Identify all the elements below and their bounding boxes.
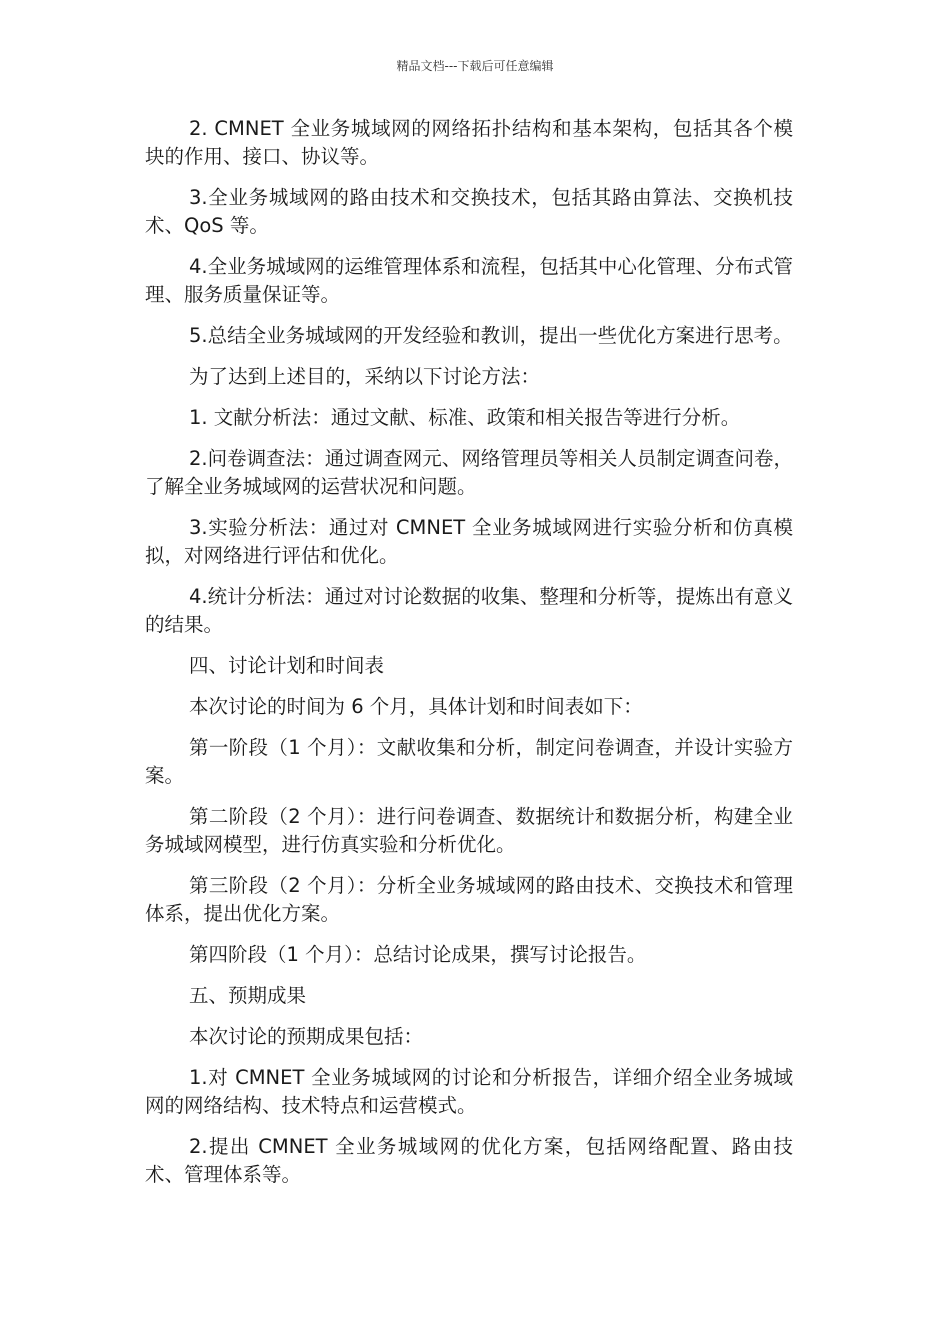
paragraph-method-literature: 1. 文献分析法：通过文献、标准、政策和相关报告等进行分析。	[189, 406, 741, 429]
paragraph-result-optimization: 2.提出 CMNET 全业务城域网的优化方案，包括网络配置、路由技术、管理体系等。	[145, 1135, 793, 1186]
paragraph-phase-four: 第四阶段（1 个月）：总结讨论成果，撰写讨论报告。	[189, 943, 647, 966]
page-header: 精品文档---下载后可任意编辑	[396, 59, 554, 73]
paragraph-phase-two: 第二阶段（2 个月）：进行问卷调查、数据统计和数据分析，构建全业务城域网模型，进行仿真实验和分析优化。	[145, 805, 793, 856]
document-body	[145, 115, 793, 1202]
paragraph-method-statistics: 4.统计分析法：通过对讨论数据的收集、整理和分析等，提炼出有意义的结果。	[145, 585, 793, 636]
paragraph-phase-one: 第一阶段（1 个月）：文献收集和分析，制定问卷调查，并设计实验方案。	[145, 736, 793, 787]
paragraph-routing-switching: 3.全业务城域网的路由技术和交换技术，包括其路由算法、交换机技术、QoS 等。	[145, 186, 793, 237]
paragraph-method-experiment: 3.实验分析法：通过对 CMNET 全业务城域网进行实验分析和仿真模拟，对网络进行评估和优化。	[145, 516, 793, 567]
paragraph-topology: 2. CMNET 全业务城域网的网络拓扑结构和基本架构，包括其各个模块的作用、接口、协议等。	[145, 117, 793, 168]
paragraph-method-questionnaire: 2.问卷调查法：通过调查网元、网络管理员等相关人员制定调查问卷，了解全业务城域网的运营状况和问题。	[145, 447, 793, 498]
paragraph-plan-intro: 本次讨论的时间为 6 个月，具体计划和时间表如下：	[189, 695, 643, 718]
paragraph-summary-lessons: 5.总结全业务城域网的开发经验和教训，提出一些优化方案进行思考。	[189, 324, 793, 347]
paragraph-results-intro: 本次讨论的预期成果包括：	[189, 1025, 424, 1048]
section-heading-results: 五、预期成果	[189, 984, 307, 1007]
section-heading-plan: 四、讨论计划和时间表	[189, 654, 385, 677]
paragraph-phase-three: 第三阶段（2 个月）：分析全业务城域网的路由技术、交换技术和管理体系，提出优化方案。	[145, 874, 793, 925]
paragraph-methods-intro: 为了达到上述目的，采纳以下讨论方法：	[189, 365, 541, 388]
paragraph-result-report: 1.对 CMNET 全业务城域网的讨论和分析报告，详细介绍全业务城域网的网络结构、技术特点和运营模式。	[145, 1066, 793, 1117]
paragraph-operations-management: 4.全业务城域网的运维管理体系和流程，包括其中心化管理、分布式管理、服务质量保证等。	[145, 255, 793, 306]
